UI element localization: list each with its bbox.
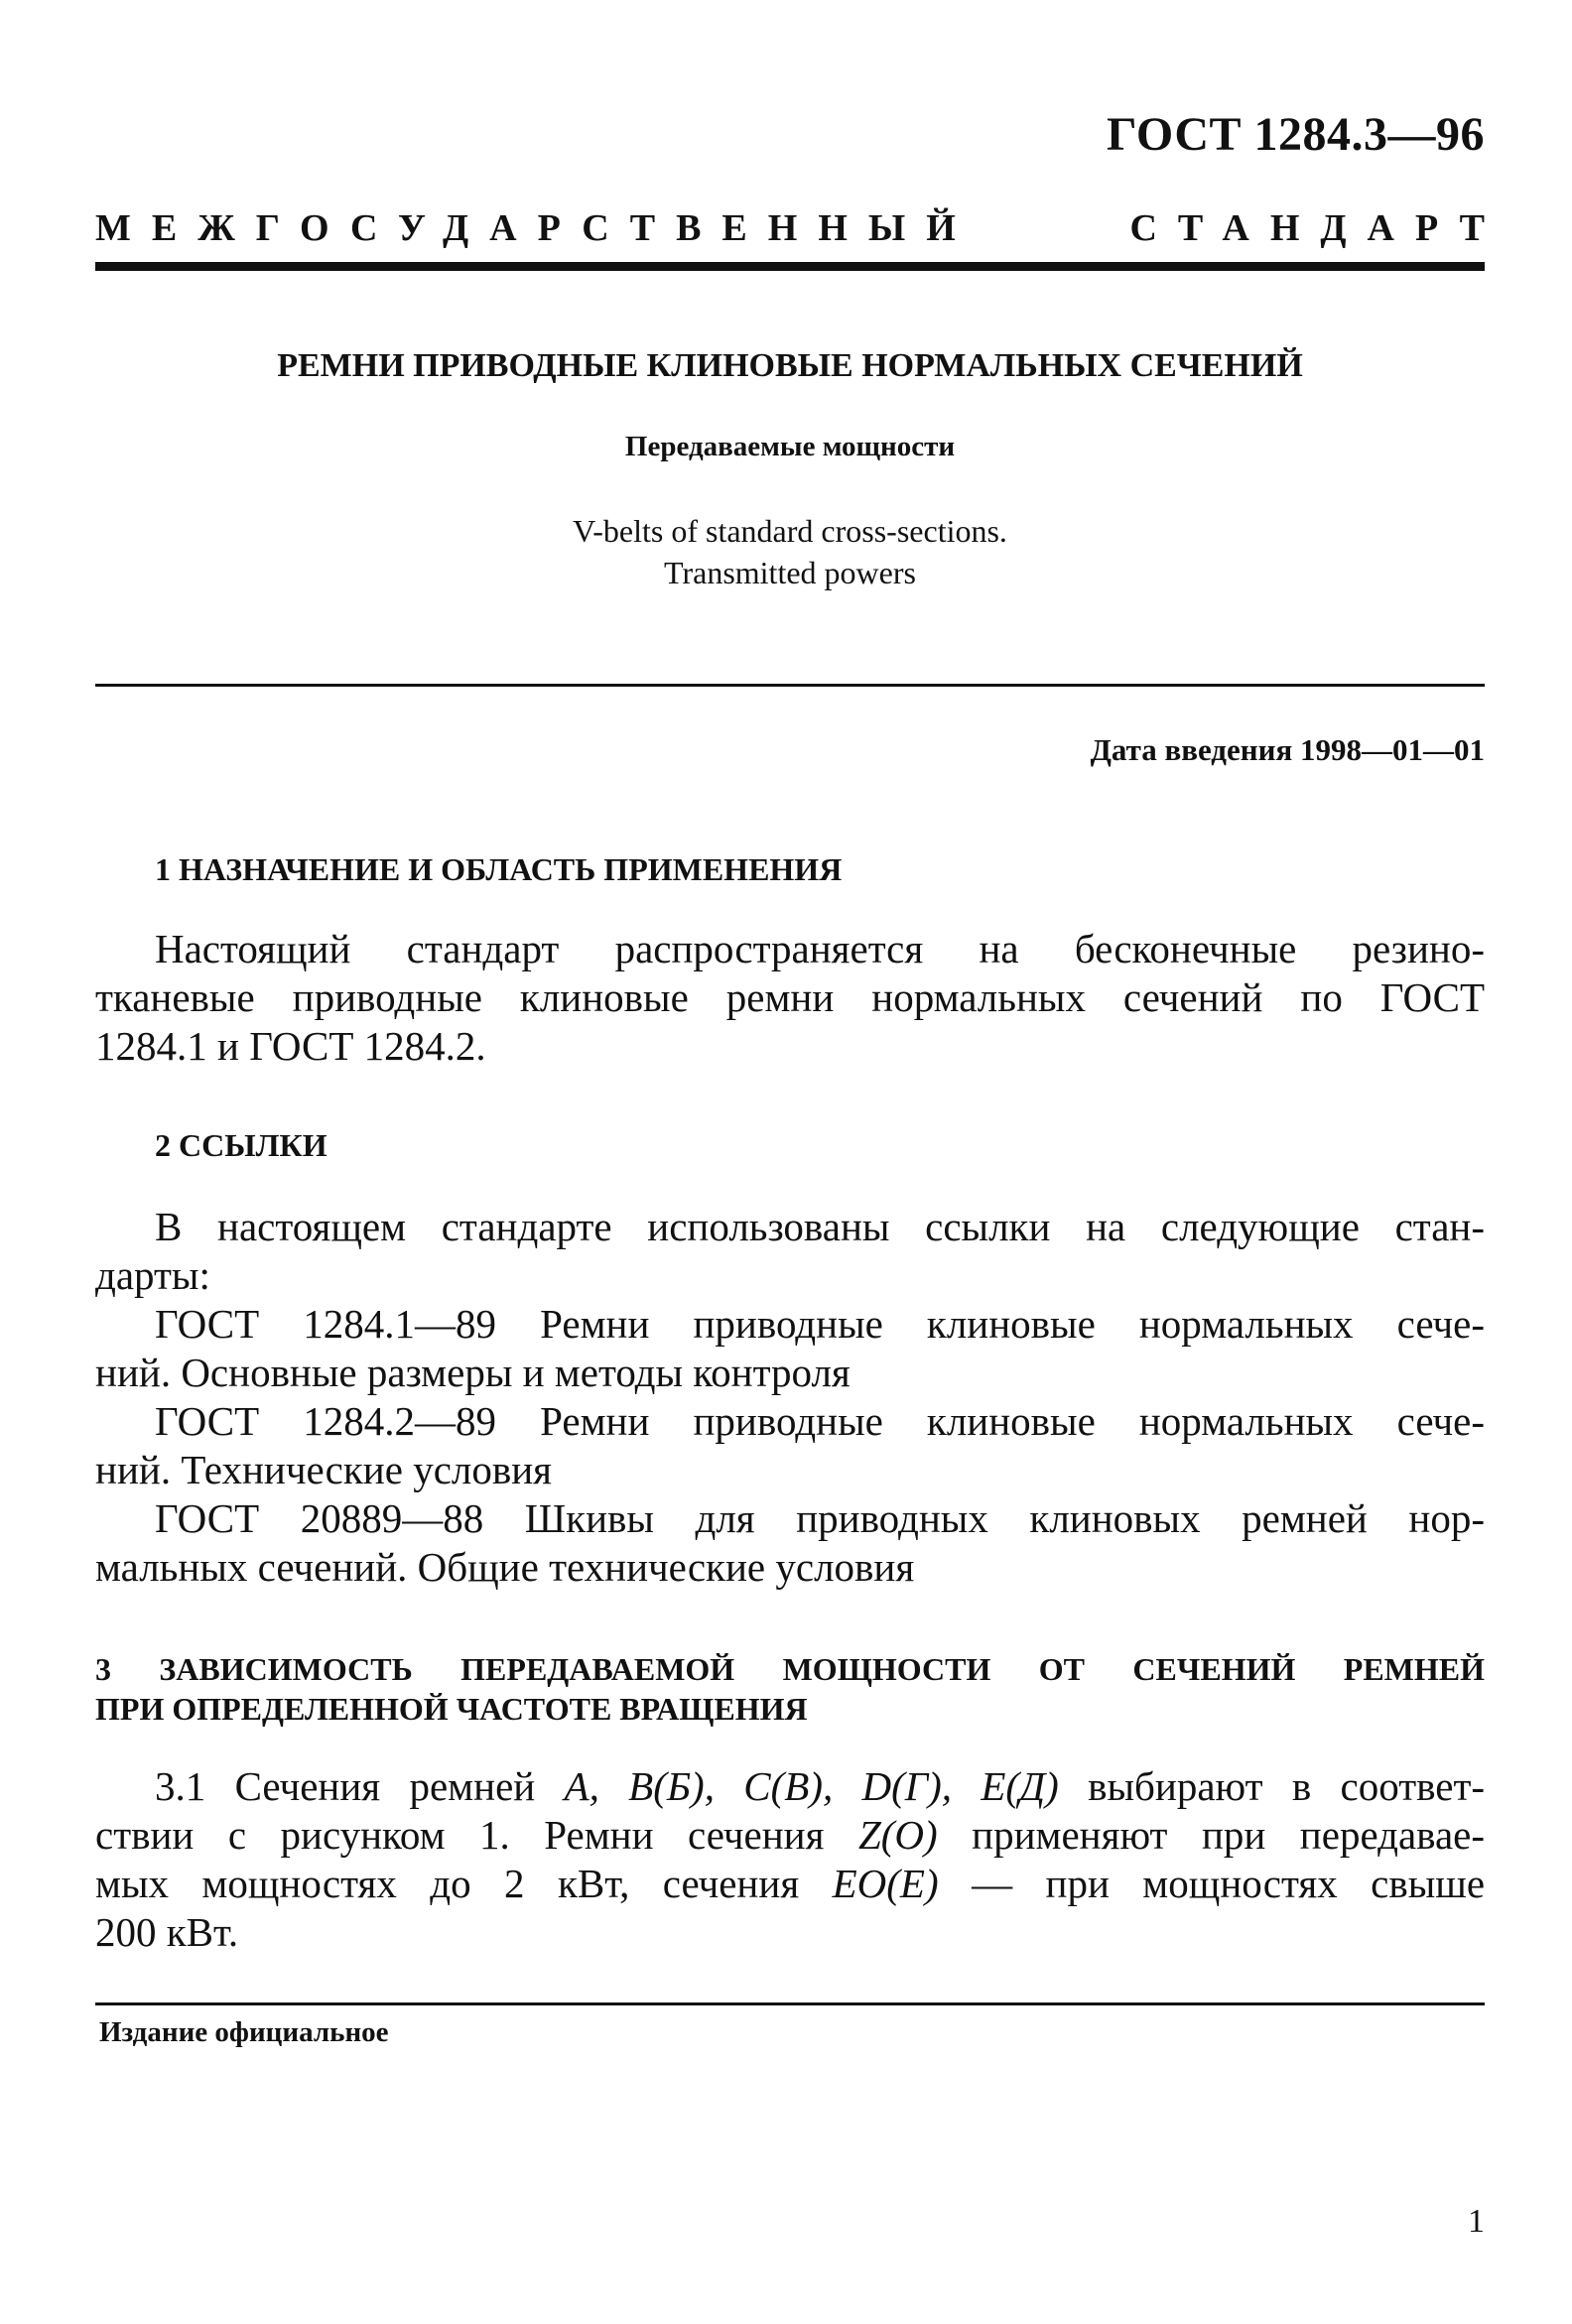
banner-right-word: СТАНДАРТ xyxy=(1129,207,1506,249)
paragraph-line: тканевые приводные клиновые ремни нормальных сечений по ГОСТ xyxy=(95,974,1485,1020)
paragraph-line: дарты: xyxy=(95,1252,210,1298)
section-2-heading: 2 ССЫЛКИ xyxy=(155,1127,328,1163)
paragraph-line: мальных сечений. Общие технические условия xyxy=(95,1544,915,1590)
paragraph-line: Настоящий стандарт распространяется на бесконечные резино- xyxy=(155,926,1485,971)
banner-left-word: МЕЖГОСУДАРСТВЕННЫЙ xyxy=(95,207,977,249)
paragraph-line: В настоящем стандарте использованы ссылки на следующие стан- xyxy=(155,1204,1485,1249)
footer-rule xyxy=(95,2002,1485,2005)
section-1-heading: 1 НАЗНАЧЕНИЕ И ОБЛАСТЬ ПРИМЕНЕНИЯ xyxy=(155,851,843,887)
paragraph-line: ний. Основные размеры и методы контроля xyxy=(95,1350,851,1395)
paragraph-line: ний. Технические условия xyxy=(95,1447,553,1492)
text-run: применяют при передавае- xyxy=(972,1812,1486,1858)
paragraph-line: ГОСТ 1284.1—89 Ремни приводные клиновые нормальных сече- xyxy=(155,1301,1485,1347)
official-edition-label: Издание официальное xyxy=(99,2016,389,2048)
paragraph-line: ГОСТ 1284.2—89 Ремни приводные клиновые нормальных сече- xyxy=(155,1398,1485,1444)
belt-sections-italic: A, B(Б), C(B), D(Г), E(Д) xyxy=(564,1763,1059,1809)
section-z-italic: Z(O) xyxy=(857,1812,938,1858)
section-eo-italic: EO(E) xyxy=(832,1861,939,1906)
paragraph-line: ГОСТ 20889—88 Шкивы для приводных клиновых ремней нор- xyxy=(155,1495,1485,1541)
standard-number: ГОСТ 1284.3—96 xyxy=(1107,108,1485,161)
text-run: мых мощностях до 2 кВт, сечения xyxy=(95,1861,800,1906)
page-number: 1 xyxy=(1468,2203,1485,2240)
document-title: РЕМНИ ПРИВОДНЫЕ КЛИНОВЫЕ НОРМАЛЬНЫХ СЕЧЕНИЙ xyxy=(277,347,1303,384)
english-title-line: V-belts of standard cross-sections. xyxy=(573,513,1007,549)
paragraph-line: 200 кВт. xyxy=(95,1909,239,1955)
introduction-date: Дата введения 1998—01—01 xyxy=(1090,732,1485,767)
text-run: выбирают в соответ- xyxy=(1088,1763,1486,1809)
text-run: — при мощностях свыше xyxy=(972,1861,1486,1906)
document-subtitle: Передаваемые мощности xyxy=(624,431,956,462)
text-run: ствии с рисунком 1. Ремни сечения xyxy=(95,1812,825,1858)
section-3-heading-line: ПРИ ОПРЕДЕЛЕННОЙ ЧАСТОТЕ ВРАЩЕНИЯ xyxy=(95,1691,808,1727)
english-title-line: Transmitted powers xyxy=(664,555,916,590)
text-run: 3.1 Сечения ремней xyxy=(155,1763,536,1809)
footer-layer xyxy=(95,0,1485,2324)
paragraph-line: 1284.1 и ГОСТ 1284.2. xyxy=(95,1023,486,1069)
section-3-heading-line: 3 ЗАВИСИМОСТЬ ПЕРЕДАВАЕМОЙ МОЩНОСТИ ОТ СЕЧЕНИЙ РЕМНЕЙ xyxy=(95,1651,1485,1687)
